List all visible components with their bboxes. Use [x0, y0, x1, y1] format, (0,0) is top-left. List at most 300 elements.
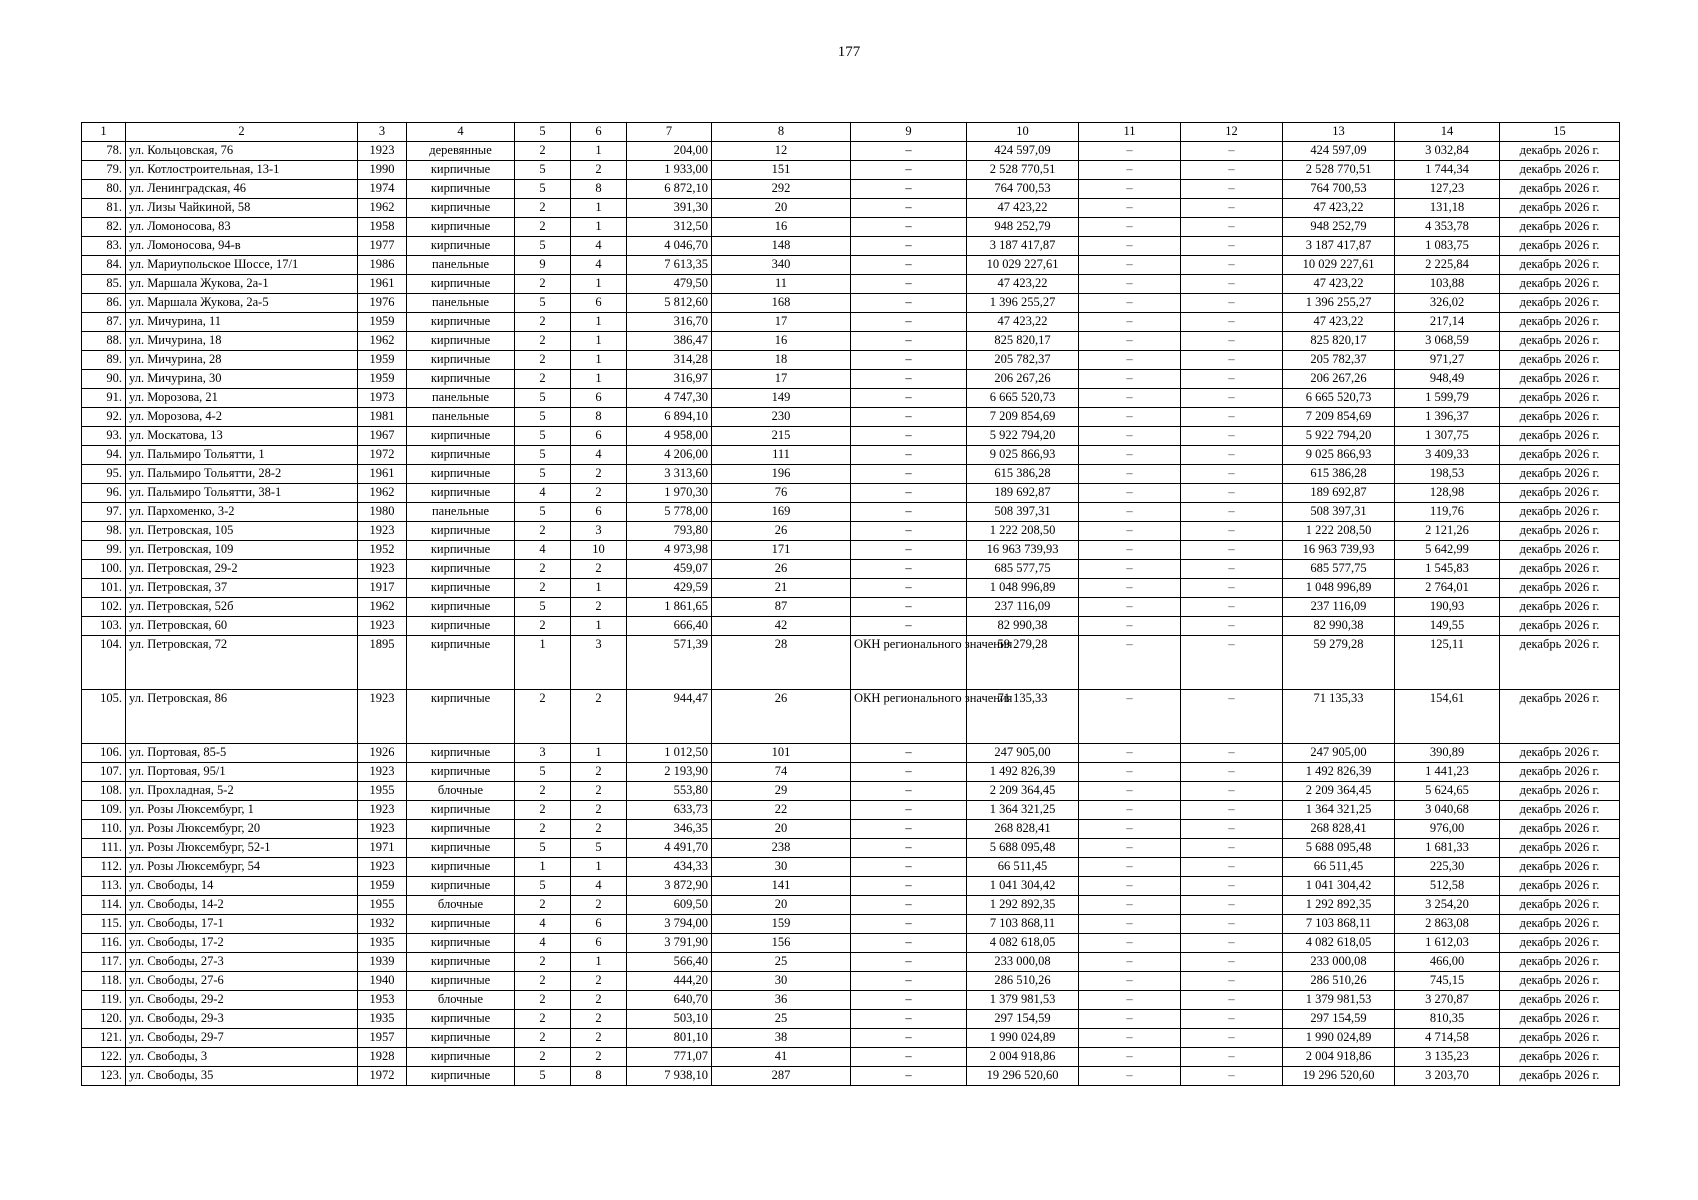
- cell-row-index: 81.: [82, 199, 126, 218]
- cell-floors: 2: [515, 351, 571, 370]
- cell-year-built: 1962: [358, 199, 407, 218]
- cell-entrances: 8: [571, 180, 627, 199]
- cell-address: ул. Мичурина, 11: [126, 313, 358, 332]
- cell-wall-material: кирпичные: [407, 839, 515, 858]
- cell-unit-cost: 971,27: [1395, 351, 1500, 370]
- cell-unit-cost: 217,14: [1395, 313, 1500, 332]
- cell-okn-status: –: [851, 161, 967, 180]
- cell-residents: 36: [712, 991, 851, 1010]
- cell-area: 640,70: [627, 991, 712, 1010]
- cell-entrances: 1: [571, 617, 627, 636]
- cell-cost-col-13: 268 828,41: [1283, 820, 1395, 839]
- cell-total-cost: 286 510,26: [967, 972, 1079, 991]
- cell-address: ул. Свободы, 14: [126, 877, 358, 896]
- cell-year-built: 1935: [358, 1010, 407, 1029]
- cell-year-built: 1957: [358, 1029, 407, 1048]
- cell-cost-col-13: 424 597,09: [1283, 142, 1395, 161]
- cell-cost-col-12: –: [1181, 1067, 1283, 1086]
- cell-address: ул. Свободы, 17-2: [126, 934, 358, 953]
- cell-cost-col-12: –: [1181, 934, 1283, 953]
- cell-entrances: 1: [571, 858, 627, 877]
- cell-cost-col-13: 10 029 227,61: [1283, 256, 1395, 275]
- cell-okn-status: ОКН регионального значения: [851, 636, 967, 690]
- cell-entrances: 6: [571, 427, 627, 446]
- cell-cost-col-12: –: [1181, 782, 1283, 801]
- cell-unit-cost: 745,15: [1395, 972, 1500, 991]
- cell-entrances: 1: [571, 744, 627, 763]
- cell-wall-material: кирпичные: [407, 275, 515, 294]
- cell-cost-col-11: –: [1079, 801, 1181, 820]
- cell-entrances: 2: [571, 161, 627, 180]
- cell-total-cost: 71 135,33: [967, 690, 1079, 744]
- cell-total-cost: 1 292 892,35: [967, 896, 1079, 915]
- cell-entrances: 2: [571, 896, 627, 915]
- cell-cost-col-12: –: [1181, 915, 1283, 934]
- cell-area: 4 747,30: [627, 389, 712, 408]
- cell-cost-col-13: 2 528 770,51: [1283, 161, 1395, 180]
- cell-wall-material: кирпичные: [407, 313, 515, 332]
- cell-okn-status: –: [851, 1029, 967, 1048]
- cell-deadline: декабрь 2026 г.: [1500, 896, 1620, 915]
- cell-cost-col-12: –: [1181, 972, 1283, 991]
- cell-cost-col-13: 825 820,17: [1283, 332, 1395, 351]
- cell-row-index: 122.: [82, 1048, 126, 1067]
- cell-wall-material: кирпичные: [407, 180, 515, 199]
- cell-address: ул. Петровская, 37: [126, 579, 358, 598]
- cell-area: 503,10: [627, 1010, 712, 1029]
- cell-unit-cost: 1 744,34: [1395, 161, 1500, 180]
- table-row: [82, 690, 1620, 744]
- cell-residents: 20: [712, 820, 851, 839]
- cell-floors: 5: [515, 180, 571, 199]
- cell-total-cost: 1 379 981,53: [967, 991, 1079, 1010]
- cell-row-index: 105.: [82, 690, 126, 744]
- cell-cost-col-13: 71 135,33: [1283, 690, 1395, 744]
- cell-deadline: декабрь 2026 г.: [1500, 465, 1620, 484]
- cell-deadline: декабрь 2026 г.: [1500, 763, 1620, 782]
- cell-area: 566,40: [627, 953, 712, 972]
- cell-residents: 17: [712, 313, 851, 332]
- cell-address: ул. Свободы, 29-7: [126, 1029, 358, 1048]
- table-row: [82, 1048, 1620, 1067]
- cell-address: ул. Свободы, 3: [126, 1048, 358, 1067]
- cell-year-built: 1967: [358, 427, 407, 446]
- cell-floors: 2: [515, 1029, 571, 1048]
- cell-floors: 5: [515, 1067, 571, 1086]
- cell-unit-cost: 2 764,01: [1395, 579, 1500, 598]
- cell-row-index: 79.: [82, 161, 126, 180]
- cell-year-built: 1973: [358, 389, 407, 408]
- cell-residents: 171: [712, 541, 851, 560]
- cell-address: ул. Розы Люксембург, 20: [126, 820, 358, 839]
- cell-deadline: декабрь 2026 г.: [1500, 522, 1620, 541]
- column-header-1: 1: [82, 123, 126, 142]
- cell-entrances: 2: [571, 991, 627, 1010]
- table-row: [82, 465, 1620, 484]
- cell-cost-col-12: –: [1181, 161, 1283, 180]
- cell-wall-material: блочные: [407, 991, 515, 1010]
- cell-address: ул. Петровская, 29-2: [126, 560, 358, 579]
- cell-row-index: 115.: [82, 915, 126, 934]
- cell-total-cost: 1 396 255,27: [967, 294, 1079, 313]
- cell-cost-col-12: –: [1181, 370, 1283, 389]
- cell-deadline: декабрь 2026 г.: [1500, 199, 1620, 218]
- cell-okn-status: –: [851, 142, 967, 161]
- cell-deadline: декабрь 2026 г.: [1500, 294, 1620, 313]
- cell-total-cost: 6 665 520,73: [967, 389, 1079, 408]
- cell-year-built: 1926: [358, 744, 407, 763]
- cell-row-index: 110.: [82, 820, 126, 839]
- cell-deadline: декабрь 2026 г.: [1500, 180, 1620, 199]
- cell-cost-col-11: –: [1079, 408, 1181, 427]
- cell-floors: 2: [515, 896, 571, 915]
- cell-cost-col-11: –: [1079, 972, 1181, 991]
- cell-row-index: 108.: [82, 782, 126, 801]
- column-header-9: 9: [851, 123, 967, 142]
- cell-area: 4 046,70: [627, 237, 712, 256]
- cell-cost-col-11: –: [1079, 1010, 1181, 1029]
- cell-cost-col-12: –: [1181, 1010, 1283, 1029]
- cell-cost-col-12: –: [1181, 465, 1283, 484]
- column-header-3: 3: [358, 123, 407, 142]
- cell-year-built: 1923: [358, 801, 407, 820]
- cell-residents: 215: [712, 427, 851, 446]
- cell-area: 7 938,10: [627, 1067, 712, 1086]
- cell-okn-status: –: [851, 427, 967, 446]
- cell-address: ул. Петровская, 60: [126, 617, 358, 636]
- cell-residents: 20: [712, 199, 851, 218]
- cell-cost-col-13: 4 082 618,05: [1283, 934, 1395, 953]
- cell-cost-col-12: –: [1181, 820, 1283, 839]
- cell-floors: 1: [515, 636, 571, 690]
- cell-wall-material: панельные: [407, 294, 515, 313]
- cell-residents: 141: [712, 877, 851, 896]
- cell-row-index: 92.: [82, 408, 126, 427]
- cell-wall-material: кирпичные: [407, 636, 515, 690]
- cell-cost-col-11: –: [1079, 782, 1181, 801]
- cell-floors: 5: [515, 294, 571, 313]
- cell-entrances: 2: [571, 598, 627, 617]
- cell-area: 3 872,90: [627, 877, 712, 896]
- cell-wall-material: панельные: [407, 256, 515, 275]
- cell-cost-col-11: –: [1079, 763, 1181, 782]
- cell-address: ул. Петровская, 52б: [126, 598, 358, 617]
- cell-deadline: декабрь 2026 г.: [1500, 690, 1620, 744]
- cell-wall-material: кирпичные: [407, 763, 515, 782]
- cell-cost-col-12: –: [1181, 690, 1283, 744]
- cell-total-cost: 685 577,75: [967, 560, 1079, 579]
- cell-year-built: 1961: [358, 275, 407, 294]
- cell-okn-status: –: [851, 839, 967, 858]
- cell-residents: 22: [712, 801, 851, 820]
- cell-entrances: 1: [571, 351, 627, 370]
- cell-cost-col-11: –: [1079, 142, 1181, 161]
- cell-entrances: 8: [571, 1067, 627, 1086]
- table-row: [82, 351, 1620, 370]
- cell-year-built: 1981: [358, 408, 407, 427]
- cell-row-index: 119.: [82, 991, 126, 1010]
- cell-address: ул. Мичурина, 18: [126, 332, 358, 351]
- cell-okn-status: –: [851, 199, 967, 218]
- cell-area: 312,50: [627, 218, 712, 237]
- cell-row-index: 101.: [82, 579, 126, 598]
- cell-cost-col-12: –: [1181, 218, 1283, 237]
- cell-year-built: 1962: [358, 332, 407, 351]
- cell-residents: 74: [712, 763, 851, 782]
- cell-floors: 2: [515, 313, 571, 332]
- cell-year-built: 1962: [358, 484, 407, 503]
- table-row: [82, 427, 1620, 446]
- cell-cost-col-13: 5 922 794,20: [1283, 427, 1395, 446]
- cell-cost-col-12: –: [1181, 744, 1283, 763]
- cell-address: ул. Пальмиро Тольятти, 1: [126, 446, 358, 465]
- cell-entrances: 10: [571, 541, 627, 560]
- cell-row-index: 104.: [82, 636, 126, 690]
- cell-wall-material: кирпичные: [407, 1029, 515, 1048]
- cell-year-built: 1959: [358, 877, 407, 896]
- cell-year-built: 1932: [358, 915, 407, 934]
- cell-cost-col-12: –: [1181, 1048, 1283, 1067]
- cell-cost-col-11: –: [1079, 370, 1181, 389]
- cell-row-index: 95.: [82, 465, 126, 484]
- cell-entrances: 2: [571, 763, 627, 782]
- cell-area: 429,59: [627, 579, 712, 598]
- cell-okn-status: –: [851, 275, 967, 294]
- cell-area: 6 894,10: [627, 408, 712, 427]
- cell-okn-status: –: [851, 617, 967, 636]
- cell-unit-cost: 1 307,75: [1395, 427, 1500, 446]
- cell-unit-cost: 131,18: [1395, 199, 1500, 218]
- cell-deadline: декабрь 2026 г.: [1500, 915, 1620, 934]
- cell-okn-status: –: [851, 465, 967, 484]
- cell-address: ул. Портовая, 85-5: [126, 744, 358, 763]
- cell-unit-cost: 3 409,33: [1395, 446, 1500, 465]
- cell-floors: 2: [515, 560, 571, 579]
- cell-deadline: декабрь 2026 г.: [1500, 1029, 1620, 1048]
- cell-cost-col-12: –: [1181, 763, 1283, 782]
- table-row: [82, 256, 1620, 275]
- cell-area: 944,47: [627, 690, 712, 744]
- table-row: [82, 617, 1620, 636]
- cell-year-built: 1923: [358, 142, 407, 161]
- cell-deadline: декабрь 2026 г.: [1500, 744, 1620, 763]
- cell-row-index: 106.: [82, 744, 126, 763]
- cell-cost-col-11: –: [1079, 991, 1181, 1010]
- cell-okn-status: –: [851, 256, 967, 275]
- cell-cost-col-11: –: [1079, 161, 1181, 180]
- cell-address: ул. Котлостроительная, 13-1: [126, 161, 358, 180]
- cell-residents: 159: [712, 915, 851, 934]
- cell-floors: 2: [515, 579, 571, 598]
- cell-row-index: 107.: [82, 763, 126, 782]
- cell-residents: 26: [712, 560, 851, 579]
- cell-cost-col-11: –: [1079, 858, 1181, 877]
- cell-area: 1 933,00: [627, 161, 712, 180]
- cell-unit-cost: 1 441,23: [1395, 763, 1500, 782]
- cell-okn-status: –: [851, 877, 967, 896]
- cell-area: 4 491,70: [627, 839, 712, 858]
- cell-entrances: 4: [571, 446, 627, 465]
- cell-address: ул. Кольцовская, 76: [126, 142, 358, 161]
- cell-wall-material: кирпичные: [407, 858, 515, 877]
- cell-cost-col-11: –: [1079, 446, 1181, 465]
- cell-address: ул. Свободы, 27-6: [126, 972, 358, 991]
- cell-area: 1 970,30: [627, 484, 712, 503]
- table-row: [82, 503, 1620, 522]
- cell-floors: 5: [515, 598, 571, 617]
- cell-year-built: 1971: [358, 839, 407, 858]
- table-row: [82, 199, 1620, 218]
- cell-row-index: 97.: [82, 503, 126, 522]
- cell-entrances: 2: [571, 560, 627, 579]
- cell-residents: 25: [712, 1010, 851, 1029]
- cell-total-cost: 764 700,53: [967, 180, 1079, 199]
- cell-area: 1 012,50: [627, 744, 712, 763]
- cell-unit-cost: 128,98: [1395, 484, 1500, 503]
- cell-cost-col-12: –: [1181, 275, 1283, 294]
- cell-year-built: 1895: [358, 636, 407, 690]
- cell-okn-status: –: [851, 1067, 967, 1086]
- cell-row-index: 100.: [82, 560, 126, 579]
- cell-deadline: декабрь 2026 г.: [1500, 370, 1620, 389]
- cell-cost-col-12: –: [1181, 484, 1283, 503]
- cell-cost-col-11: –: [1079, 877, 1181, 896]
- cell-area: 5 812,60: [627, 294, 712, 313]
- cell-row-index: 84.: [82, 256, 126, 275]
- cell-unit-cost: 225,30: [1395, 858, 1500, 877]
- cell-row-index: 90.: [82, 370, 126, 389]
- cell-unit-cost: 3 032,84: [1395, 142, 1500, 161]
- cell-total-cost: 19 296 520,60: [967, 1067, 1079, 1086]
- cell-address: ул. Свободы, 17-1: [126, 915, 358, 934]
- cell-total-cost: 2 004 918,86: [967, 1048, 1079, 1067]
- cell-cost-col-13: 47 423,22: [1283, 275, 1395, 294]
- cell-area: 204,00: [627, 142, 712, 161]
- cell-cost-col-12: –: [1181, 877, 1283, 896]
- cell-okn-status: –: [851, 579, 967, 598]
- cell-entrances: 2: [571, 465, 627, 484]
- cell-total-cost: 10 029 227,61: [967, 256, 1079, 275]
- cell-floors: 2: [515, 782, 571, 801]
- column-header-10: 10: [967, 123, 1079, 142]
- cell-unit-cost: 466,00: [1395, 953, 1500, 972]
- table-row: [82, 237, 1620, 256]
- cell-row-index: 120.: [82, 1010, 126, 1029]
- cell-floors: 5: [515, 446, 571, 465]
- cell-total-cost: 1 222 208,50: [967, 522, 1079, 541]
- cell-wall-material: кирпичные: [407, 522, 515, 541]
- cell-floors: 5: [515, 389, 571, 408]
- cell-entrances: 4: [571, 256, 627, 275]
- cell-floors: 2: [515, 218, 571, 237]
- cell-cost-col-11: –: [1079, 1048, 1181, 1067]
- cell-area: 553,80: [627, 782, 712, 801]
- cell-cost-col-12: –: [1181, 991, 1283, 1010]
- cell-address: ул. Свободы, 29-3: [126, 1010, 358, 1029]
- cell-okn-status: –: [851, 180, 967, 199]
- cell-entrances: 6: [571, 389, 627, 408]
- cell-total-cost: 9 025 866,93: [967, 446, 1079, 465]
- cell-cost-col-13: 205 782,37: [1283, 351, 1395, 370]
- cell-cost-col-13: 7 209 854,69: [1283, 408, 1395, 427]
- cell-cost-col-13: 1 379 981,53: [1283, 991, 1395, 1010]
- cell-cost-col-13: 9 025 866,93: [1283, 446, 1395, 465]
- cell-year-built: 1923: [358, 560, 407, 579]
- cell-floors: 9: [515, 256, 571, 275]
- cell-wall-material: кирпичные: [407, 199, 515, 218]
- cell-floors: 2: [515, 820, 571, 839]
- cell-row-index: 109.: [82, 801, 126, 820]
- cell-cost-col-11: –: [1079, 522, 1181, 541]
- cell-wall-material: кирпичные: [407, 744, 515, 763]
- cell-okn-status: –: [851, 934, 967, 953]
- table-row: [82, 953, 1620, 972]
- cell-row-index: 121.: [82, 1029, 126, 1048]
- cell-area: 2 193,90: [627, 763, 712, 782]
- cell-row-index: 99.: [82, 541, 126, 560]
- cell-okn-status: –: [851, 503, 967, 522]
- cell-area: 633,73: [627, 801, 712, 820]
- table-row: [82, 1010, 1620, 1029]
- cell-cost-col-13: 189 692,87: [1283, 484, 1395, 503]
- cell-okn-status: –: [851, 858, 967, 877]
- cell-address: ул. Пальмиро Тольятти, 38-1: [126, 484, 358, 503]
- cell-okn-status: –: [851, 484, 967, 503]
- cell-okn-status: –: [851, 782, 967, 801]
- cell-row-index: 82.: [82, 218, 126, 237]
- cell-cost-col-13: 233 000,08: [1283, 953, 1395, 972]
- cell-area: 316,97: [627, 370, 712, 389]
- cell-cost-col-12: –: [1181, 953, 1283, 972]
- cell-wall-material: кирпичные: [407, 1010, 515, 1029]
- cell-floors: 2: [515, 690, 571, 744]
- cell-row-index: 88.: [82, 332, 126, 351]
- cell-floors: 2: [515, 332, 571, 351]
- cell-cost-col-13: 47 423,22: [1283, 313, 1395, 332]
- column-header-12: 12: [1181, 123, 1283, 142]
- cell-cost-col-12: –: [1181, 503, 1283, 522]
- cell-deadline: декабрь 2026 г.: [1500, 972, 1620, 991]
- cell-unit-cost: 149,55: [1395, 617, 1500, 636]
- cell-deadline: декабрь 2026 г.: [1500, 782, 1620, 801]
- cell-floors: 3: [515, 744, 571, 763]
- cell-address: ул. Морозова, 21: [126, 389, 358, 408]
- cell-total-cost: 948 252,79: [967, 218, 1079, 237]
- cell-unit-cost: 2 121,26: [1395, 522, 1500, 541]
- cell-total-cost: 205 782,37: [967, 351, 1079, 370]
- cell-cost-col-12: –: [1181, 237, 1283, 256]
- cell-wall-material: кирпичные: [407, 801, 515, 820]
- table-row: [82, 142, 1620, 161]
- cell-residents: 230: [712, 408, 851, 427]
- cell-total-cost: 4 082 618,05: [967, 934, 1079, 953]
- cell-total-cost: 206 267,26: [967, 370, 1079, 389]
- cell-residents: 29: [712, 782, 851, 801]
- cell-residents: 30: [712, 858, 851, 877]
- cell-floors: 2: [515, 991, 571, 1010]
- cell-cost-col-13: 3 187 417,87: [1283, 237, 1395, 256]
- cell-floors: 2: [515, 370, 571, 389]
- cell-year-built: 1959: [358, 370, 407, 389]
- cell-row-index: 94.: [82, 446, 126, 465]
- cell-total-cost: 189 692,87: [967, 484, 1079, 503]
- cell-area: 3 791,90: [627, 934, 712, 953]
- cell-wall-material: кирпичные: [407, 351, 515, 370]
- cell-address: ул. Розы Люксембург, 54: [126, 858, 358, 877]
- cell-address: ул. Пальмиро Тольятти, 28-2: [126, 465, 358, 484]
- cell-cost-col-13: 47 423,22: [1283, 199, 1395, 218]
- cell-cost-col-12: –: [1181, 389, 1283, 408]
